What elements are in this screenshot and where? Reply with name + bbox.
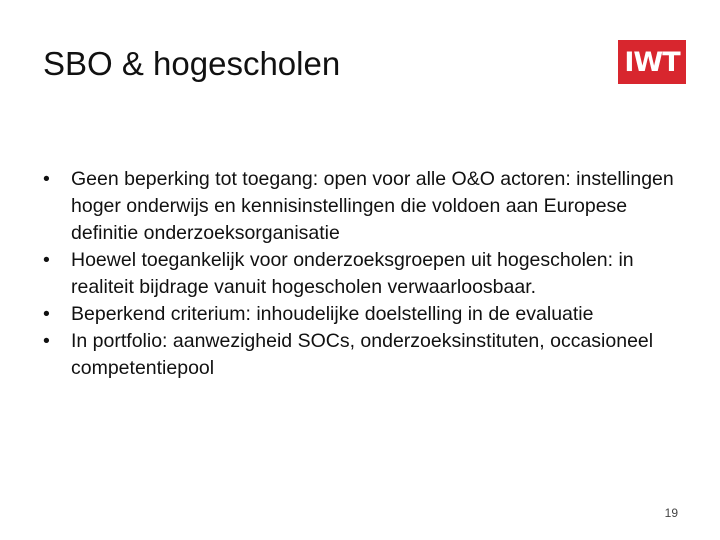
bullet-list	[43, 166, 683, 382]
bullet-text: Hoewel toegankelijk voor onderzoeksgroepen uit hogescholen: in realiteit bijdrage vanuit hogescholen verwaarloosbaar.	[71, 249, 634, 298]
bullet-icon: •	[43, 330, 50, 352]
bullet-icon: •	[43, 303, 50, 325]
iwt-logo-text: IWT	[624, 46, 680, 78]
slide-title: SBO & hogescholen	[43, 45, 341, 82]
page-number: 19	[664, 506, 678, 520]
bullet-text: Geen beperking tot toegang: open voor alle O&O actoren: instellingen hoger onderwijs en kennisinstellingen die voldoen aan Europese definitie onderzoeksorganisatie	[71, 168, 674, 244]
bullet-icon: •	[43, 249, 50, 271]
bullet-item	[43, 301, 683, 328]
bullet-item	[43, 166, 683, 247]
bullet-text: In portfolio: aanwezigheid SOCs, onderzoeksinstituten, occasioneel competentiepool	[71, 330, 654, 379]
iwt-logo	[618, 40, 686, 84]
bullet-text: Beperkend criterium: inhoudelijke doelstelling in de evaluatie	[71, 303, 594, 325]
bullet-icon: •	[43, 168, 50, 190]
bullet-item	[43, 247, 683, 301]
bullet-item	[43, 328, 683, 382]
